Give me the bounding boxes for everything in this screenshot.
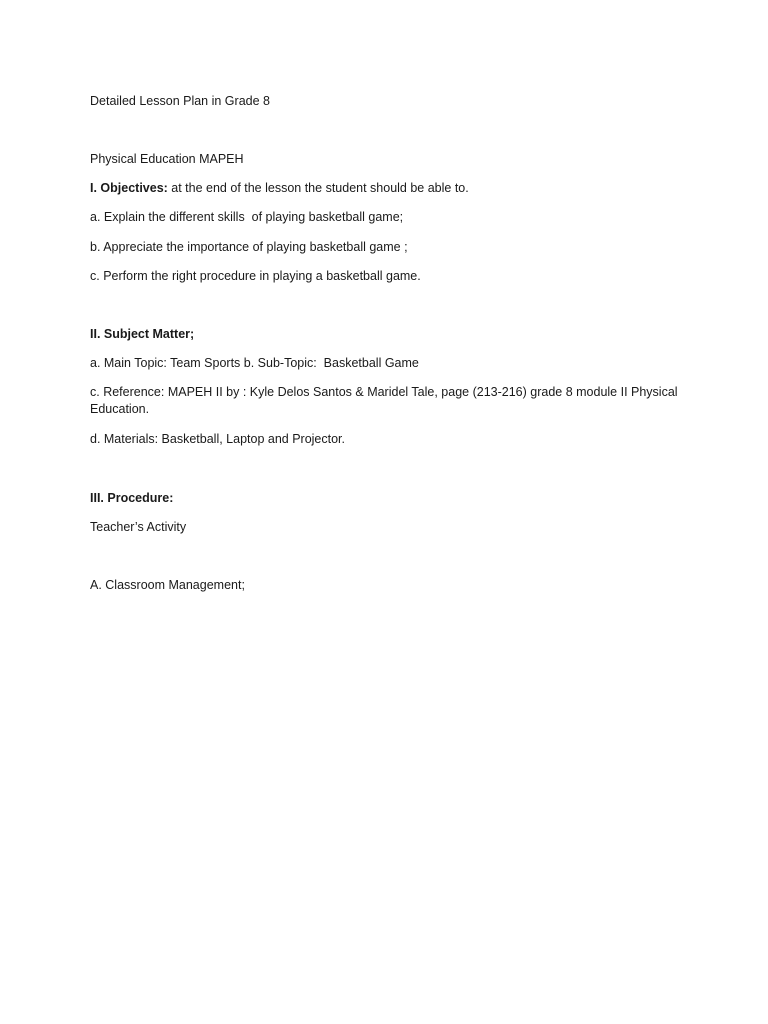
subject-line: Physical Education MAPEH bbox=[90, 152, 244, 166]
procedure-heading: III. Procedure: bbox=[90, 491, 174, 505]
objective-item-b: b. Appreciate the importance of playing basketball game ; bbox=[90, 240, 408, 254]
objectives-line bbox=[90, 180, 690, 197]
objectives-heading: I. Objectives: bbox=[90, 181, 168, 195]
subject-matter-item-topic: a. Main Topic: Team Sports b. Sub-Topic: Basketball Game bbox=[90, 356, 419, 370]
classroom-management-step: A. Classroom Management; bbox=[90, 578, 245, 592]
subject-matter-item-materials: d. Materials: Basketball, Laptop and Projector. bbox=[90, 432, 346, 446]
subject-matter-heading: II. Subject Matter; bbox=[90, 327, 195, 341]
subject-matter-item-reference: c. Reference: MAPEH II by : Kyle Delos Santos & Maridel Tale, page (213-216) grade 8 module II Physical Education. bbox=[90, 385, 682, 416]
teachers-activity-label: Teacher’s Activity bbox=[90, 520, 187, 534]
document-title: Detailed Lesson Plan in Grade 8 bbox=[90, 94, 270, 108]
objective-item-c: c. Perform the right procedure in playing a basketball game. bbox=[90, 269, 421, 283]
objective-item-a: a. Explain the different skills of playing basketball game; bbox=[90, 210, 404, 224]
objectives-intro: at the end of the lesson the student should be able to. bbox=[167, 181, 469, 195]
